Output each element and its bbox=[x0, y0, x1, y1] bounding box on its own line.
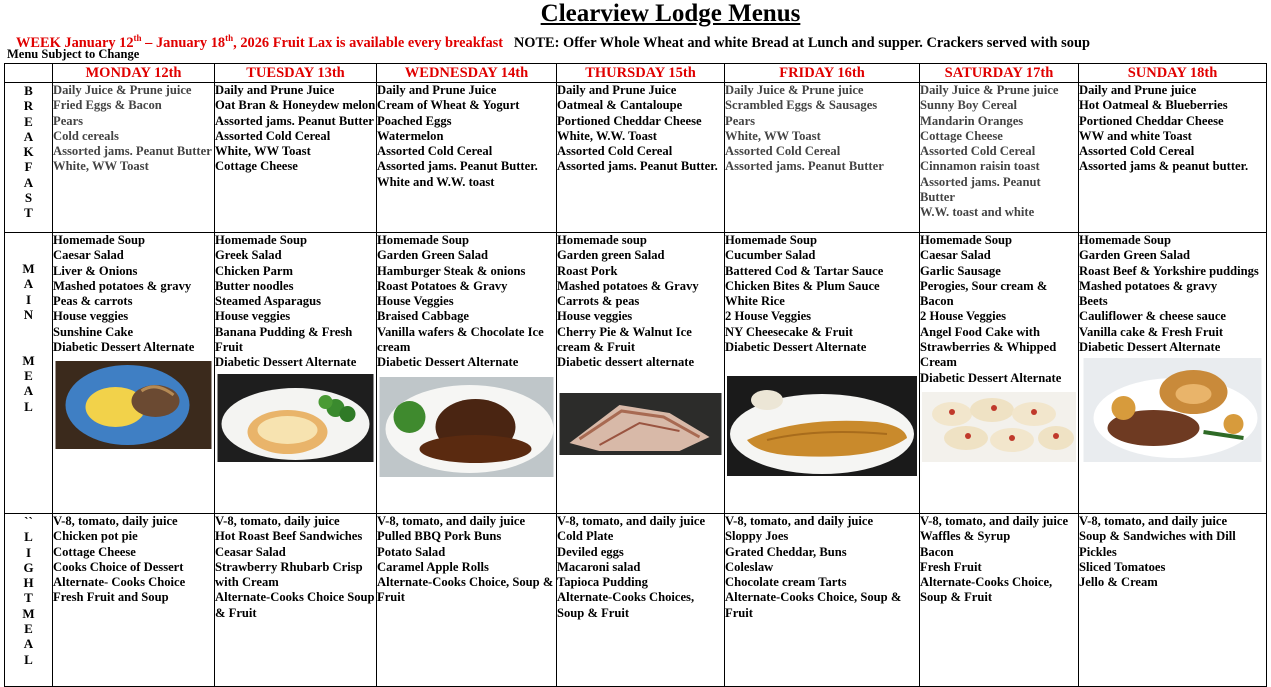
menu-item: M bbox=[22, 352, 35, 368]
menu-item: Diabetic Dessert Alternate bbox=[920, 370, 1062, 385]
day-header: FRIDAY 16th bbox=[725, 64, 920, 83]
menu-item: Daily and Prune juice bbox=[1079, 83, 1197, 97]
menu-item: F bbox=[24, 159, 33, 175]
menu-item: Strawberry Rhubarb Crisp with Cream bbox=[215, 559, 363, 590]
menu-item: Pears bbox=[53, 113, 84, 128]
menu-item: Sunshine Cake bbox=[53, 324, 134, 339]
menu-item: White, W.W. Toast bbox=[557, 128, 657, 143]
menu-item: Homemade Soup bbox=[377, 233, 470, 247]
menu-item: Peas & carrots bbox=[53, 294, 133, 309]
menu-item: V-8, tomato, and daily juice bbox=[377, 514, 526, 528]
menu-item: Chicken Bites & Plum Sauce bbox=[725, 278, 880, 293]
menu-item: Oatmeal & Cantaloupe bbox=[557, 98, 683, 113]
menu-item: Garden green Salad bbox=[557, 248, 665, 263]
menu-item: Daily and Prune Juice bbox=[557, 83, 677, 97]
menu-item: Diabetic Dessert Alternate bbox=[1079, 340, 1221, 355]
menu-item: Caramel Apple Rolls bbox=[377, 559, 489, 574]
menu-item: Diabetic Dessert Alternate bbox=[215, 355, 357, 370]
menu-item: Sliced Tomatoes bbox=[1079, 559, 1166, 574]
menu-item: E bbox=[24, 621, 33, 637]
menu-item: White, WW Toast bbox=[215, 144, 311, 159]
chicken-parm-photo bbox=[215, 374, 376, 462]
menu-item bbox=[5, 322, 52, 337]
menu-item bbox=[5, 337, 52, 352]
menu-item: V-8, tomato, and daily juice bbox=[725, 514, 874, 528]
menu-item: Angel Food Cake with Strawberries & Whipped Cream bbox=[920, 324, 1057, 370]
menu-item: Alternate-Cooks Choice, Soup & Fruit bbox=[377, 575, 554, 605]
menu-item: Portioned Cheddar Cheese bbox=[557, 113, 702, 128]
light-meal-cell bbox=[377, 514, 557, 687]
menu-item: Cold Plate bbox=[557, 529, 614, 544]
menu-item: A bbox=[23, 276, 34, 292]
menu-item: T bbox=[24, 205, 33, 221]
menu-item: H bbox=[23, 575, 34, 591]
menu-item: Sloppy Joes bbox=[725, 529, 789, 544]
menu-item: Caesar Salad bbox=[920, 248, 991, 263]
menu-item: A bbox=[23, 636, 34, 652]
menu-item: Braised Cabbage bbox=[377, 309, 470, 324]
menu-item: Cucumber Salad bbox=[725, 248, 816, 263]
menu-item: Cauliflower & cheese sauce bbox=[1079, 309, 1227, 324]
menu-item: House veggies bbox=[557, 309, 633, 324]
menu-item: A bbox=[23, 174, 34, 190]
menu-item: Sunny Boy Cereal bbox=[920, 98, 1018, 113]
menu-item: Alternate-Cooks Choice, Soup & Fruit bbox=[920, 575, 1053, 605]
menu-item: Macaroni salad bbox=[557, 559, 641, 574]
menu-item: Daily Juice & Prune juice bbox=[53, 83, 192, 97]
light-meal-cell bbox=[557, 514, 725, 687]
menu-item: Potato Salad bbox=[377, 544, 446, 559]
menu-item: House Veggies bbox=[377, 294, 454, 309]
menu-item: Assorted jams. Peanut Butter bbox=[920, 174, 1041, 205]
breakfast-cell bbox=[920, 83, 1079, 233]
menu-item: 2 House Veggies bbox=[920, 309, 1007, 324]
menu-item: K bbox=[23, 144, 34, 160]
bread-note: NOTE: Offer Whole Wheat and white Bread at Lunch and supper. Crackers served with soup bbox=[513, 34, 1090, 51]
menu-item: Vanilla wafers & Chocolate Ice cream bbox=[377, 324, 544, 355]
menu-item: M bbox=[22, 261, 35, 276]
menu-item: Assorted jams. Peanut Butter bbox=[725, 159, 884, 174]
main-meal-cell bbox=[557, 233, 725, 514]
menu-item: Pulled BBQ Pork Buns bbox=[377, 529, 502, 544]
menu-item: Cottage Cheese bbox=[53, 544, 136, 559]
menu-item: Assorted jams & peanut butter. bbox=[1079, 159, 1249, 174]
breakfast-cell bbox=[215, 83, 377, 233]
menu-item: Alternate-Cooks Choices, Soup & Fruit bbox=[557, 590, 695, 620]
menu-item: M bbox=[22, 605, 35, 621]
menu-item: Assorted jams. Peanut Butter. bbox=[557, 159, 718, 174]
menu-item: Deviled eggs bbox=[557, 544, 624, 559]
main-meal-label bbox=[5, 233, 53, 514]
menu-item: Oat Bran & Honeydew melon bbox=[215, 98, 376, 113]
menu-item: Fresh Fruit and Soup bbox=[53, 590, 169, 605]
menu-item: V-8, tomato, daily juice bbox=[53, 514, 178, 528]
menu-item: Daily and Prune Juice bbox=[377, 83, 497, 97]
menu-item: Roast Pork bbox=[557, 263, 618, 278]
menu-item: Diabetic Dessert Alternate bbox=[53, 340, 195, 355]
menu-item: Homemade Soup bbox=[920, 233, 1013, 247]
menu-item: Mashed potatoes & gravy bbox=[53, 278, 192, 293]
day-header: THURSDAY 15th bbox=[557, 64, 725, 83]
menu-item: `` bbox=[24, 514, 33, 529]
menu-item: Assorted jams. Peanut Butter. bbox=[377, 159, 538, 174]
menu-item: S bbox=[24, 190, 33, 206]
breakfast-cell bbox=[53, 83, 215, 233]
menu-item: Vanilla cake & Fresh Fruit bbox=[1079, 324, 1224, 339]
breakfast-cell bbox=[557, 83, 725, 233]
menu-item: N bbox=[23, 306, 34, 322]
menu-item: Chicken pot pie bbox=[53, 529, 138, 544]
menu-item: T bbox=[24, 590, 33, 606]
menu-item: Assorted Cold Cereal bbox=[377, 144, 493, 159]
menu-item: Assorted Cold Cereal bbox=[557, 144, 673, 159]
menu-item: Watermelon bbox=[377, 128, 444, 143]
menu-item: Fried Eggs & Bacon bbox=[53, 98, 162, 113]
hamburger-steak-photo bbox=[377, 377, 556, 477]
menu-item: Mandarin Oranges bbox=[920, 113, 1024, 128]
menu-item: Roast Beef & Yorkshire puddings bbox=[1079, 263, 1259, 278]
menu-item: Mashed potatoes & Gravy bbox=[557, 278, 699, 293]
menu-item: Banana Pudding & Fresh Fruit bbox=[215, 324, 353, 355]
week-line bbox=[16, 30, 1090, 51]
menu-item: Hot Oatmeal & Blueberries bbox=[1079, 98, 1228, 113]
menu-item: Soup & Sandwiches with Dill Pickles bbox=[1079, 529, 1236, 559]
day-header: TUESDAY 13th bbox=[215, 64, 377, 83]
menu-item: V-8, tomato, and daily juice bbox=[557, 514, 706, 528]
roast-pork-photo bbox=[557, 393, 724, 455]
menu-item: Jello & Cream bbox=[1079, 575, 1158, 590]
menu-item: Cherry Pie & Walnut Ice cream & Fruit bbox=[557, 324, 692, 355]
main-meal-cell bbox=[377, 233, 557, 514]
day-header: MONDAY 12th bbox=[53, 64, 215, 83]
menu-item: Alternate-Cooks Choice Soup & Fruit bbox=[215, 590, 375, 620]
light-meal-label bbox=[5, 514, 53, 687]
menu-item: NY Cheesecake & Fruit bbox=[725, 324, 853, 339]
main-meal-cell bbox=[215, 233, 377, 514]
roast-beef-photo bbox=[1079, 358, 1266, 462]
menu-item: Assorted jams. Peanut Butter Assorted Cold Cereal bbox=[215, 113, 374, 143]
menu-item: Cooks Choice of Dessert bbox=[53, 559, 184, 574]
breakfast-label bbox=[5, 83, 53, 233]
menu-table bbox=[4, 63, 1267, 687]
menu-item: Homemade Soup bbox=[53, 233, 146, 247]
menu-item: Diabetic Dessert Alternate bbox=[725, 340, 867, 355]
battered-cod-photo bbox=[725, 376, 919, 476]
menu-item: Greek Salad bbox=[215, 248, 282, 263]
menu-item: Assorted Cold Cereal bbox=[920, 144, 1036, 159]
menu-item: Butter noodles bbox=[215, 278, 294, 293]
menu-item: A bbox=[23, 128, 34, 144]
menu-item: Liver & Onions bbox=[53, 263, 138, 278]
menu-item: Assorted jams. Peanut Butter bbox=[53, 144, 212, 159]
menu-item: Hot Roast Beef Sandwiches bbox=[215, 529, 363, 544]
main-meal-cell bbox=[1079, 233, 1267, 514]
main-meal-cell bbox=[725, 233, 920, 514]
menu-item: V-8, tomato, and daily juice bbox=[920, 514, 1069, 528]
menu-item: Garlic Sausage bbox=[920, 263, 1001, 278]
menu-item: Cottage Cheese bbox=[215, 159, 298, 174]
menu-item: Daily and Prune Juice bbox=[215, 83, 335, 97]
liver-onions-photo bbox=[53, 361, 214, 449]
light-meal-cell bbox=[725, 514, 920, 687]
menu-item: Coleslaw bbox=[725, 559, 774, 574]
menu-item: Steamed Asparagus bbox=[215, 294, 322, 309]
menu-item: V-8, tomato, daily juice bbox=[215, 514, 340, 528]
light-meal-cell bbox=[53, 514, 215, 687]
menu-item: Cold cereals bbox=[53, 128, 119, 143]
menu-item: Beets bbox=[1079, 294, 1108, 309]
main-meal-cell bbox=[920, 233, 1079, 514]
menu-item: I bbox=[25, 291, 32, 307]
menu-item: Roast Potatoes & Gravy bbox=[377, 278, 508, 293]
day-header: WEDNESDAY 14th bbox=[377, 64, 557, 83]
menu-item: Alternate- Cooks Choice bbox=[53, 575, 186, 590]
menu-item: Diabetic Dessert Alternate bbox=[377, 355, 519, 370]
menu-item: Garden Green Salad bbox=[377, 248, 489, 263]
menu-item: Grated Cheddar, Buns bbox=[725, 544, 847, 559]
menu-item: W.W. toast and white bbox=[920, 205, 1035, 220]
menu-item: Ceasar Salad bbox=[215, 544, 286, 559]
menu-item: Daily Juice & Prune juice bbox=[725, 83, 864, 97]
menu-item: 2 House Veggies bbox=[725, 309, 812, 324]
menu-item: Cinnamon raisin toast bbox=[920, 159, 1040, 174]
menu-item: Hamburger Steak & onions bbox=[377, 263, 526, 278]
menu-item: Waffles & Syrup bbox=[920, 529, 1011, 544]
breakfast-row bbox=[5, 83, 1267, 233]
menu-item: Carrots & peas bbox=[557, 294, 640, 309]
menu-item: White and W.W. toast bbox=[377, 174, 495, 189]
menu-item: Cream of Wheat & Yogurt bbox=[377, 98, 520, 113]
menu-item: Cottage Cheese bbox=[920, 128, 1003, 143]
menu-item: House veggies bbox=[53, 309, 129, 324]
menu-item: E bbox=[24, 113, 33, 129]
menu-item: Homemade Soup bbox=[215, 233, 308, 247]
menu-item: White, WW Toast bbox=[53, 159, 149, 174]
light-meal-cell bbox=[1079, 514, 1267, 687]
menu-item: I bbox=[25, 544, 32, 560]
menu-item: Chocolate cream Tarts bbox=[725, 575, 847, 590]
menu-item: E bbox=[24, 368, 33, 384]
menu-item: Caesar Salad bbox=[53, 248, 124, 263]
menu-item: L bbox=[24, 651, 33, 667]
menu-item: Mashed potatoes & gravy bbox=[1079, 278, 1218, 293]
breakfast-cell bbox=[725, 83, 920, 233]
menu-item: Fresh Fruit bbox=[920, 559, 982, 574]
perogies-photo bbox=[920, 392, 1078, 462]
menu-item: Alternate-Cooks Choice, Soup & Fruit bbox=[725, 590, 902, 620]
menu-item: Battered Cod & Tartar Sauce bbox=[725, 263, 884, 278]
menu-item: Homemade soup bbox=[557, 233, 647, 247]
menu-item: White, WW Toast bbox=[725, 128, 821, 143]
menu-item: WW and white Toast bbox=[1079, 128, 1192, 143]
breakfast-cell bbox=[377, 83, 557, 233]
menu-item: White Rice bbox=[725, 294, 785, 309]
main-meal-cell bbox=[53, 233, 215, 514]
menu-item: Chicken Parm bbox=[215, 263, 294, 278]
menu-item: Assorted Cold Cereal bbox=[725, 144, 841, 159]
menu-item: L bbox=[24, 398, 33, 414]
light-meal-cell bbox=[215, 514, 377, 687]
menu-item: Perogies, Sour cream & Bacon bbox=[920, 278, 1048, 309]
menu-item: Homemade Soup bbox=[725, 233, 818, 247]
corner-cell bbox=[5, 64, 53, 83]
day-header: SATURDAY 17th bbox=[920, 64, 1079, 83]
menu-item: L bbox=[24, 529, 33, 545]
menu-item: Daily Juice & Prune juice bbox=[920, 83, 1059, 97]
light-meal-cell bbox=[920, 514, 1079, 687]
menu-item: A bbox=[23, 383, 34, 399]
menu-item: Poached Eggs bbox=[377, 113, 452, 128]
menu-item: R bbox=[23, 98, 34, 114]
menu-item: Diabetic dessert alternate bbox=[557, 355, 695, 370]
menu-item: Garden Green Salad bbox=[1079, 248, 1191, 263]
main-meal-row bbox=[5, 233, 1267, 514]
menu-item: House veggies bbox=[215, 309, 291, 324]
menu-item: V-8, tomato, and daily juice bbox=[1079, 514, 1228, 528]
light-meal-row bbox=[5, 514, 1267, 687]
menu-item: Tapioca Pudding bbox=[557, 575, 648, 590]
breakfast-cell bbox=[1079, 83, 1267, 233]
page-title: Clearview Lodge Menus bbox=[540, 0, 801, 27]
menu-item: Scrambled Eggs & Sausages bbox=[725, 98, 878, 113]
menu-item: Bacon bbox=[920, 544, 954, 559]
day-header: SUNDAY 18th bbox=[1079, 64, 1267, 83]
menu-item: Portioned Cheddar Cheese bbox=[1079, 113, 1224, 128]
menu-item: Pears bbox=[725, 113, 756, 128]
menu-subject-note: Menu Subject to Change bbox=[7, 47, 140, 61]
menu-item: B bbox=[24, 83, 33, 98]
menu-item: G bbox=[23, 559, 34, 575]
week-range: WEEK January 12th – January 18th, 2026 Fruit Lax is available every breakfast bbox=[16, 33, 504, 51]
menu-item: Assorted Cold Cereal bbox=[1079, 144, 1195, 159]
menu-item: Homemade Soup bbox=[1079, 233, 1172, 247]
